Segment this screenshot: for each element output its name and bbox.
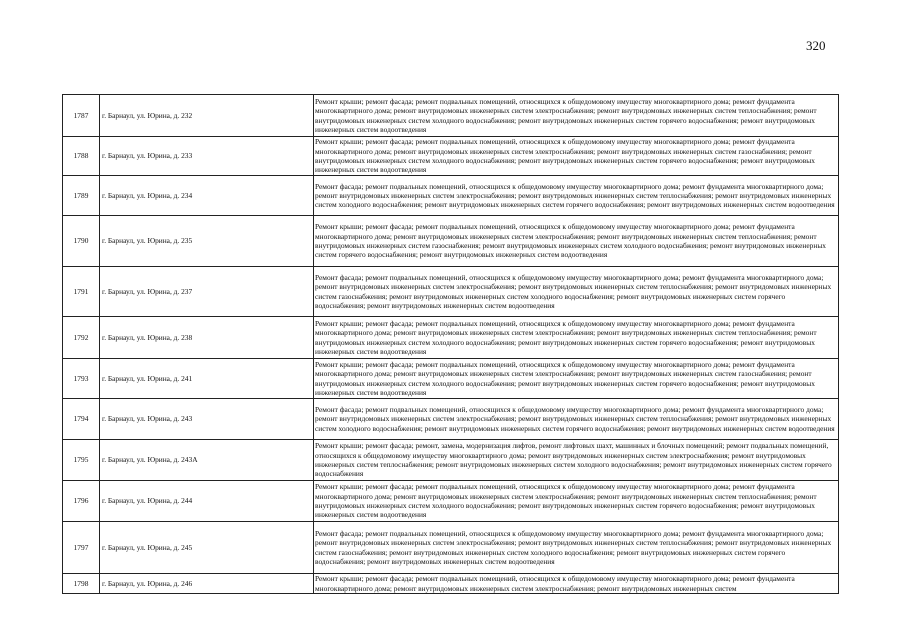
- table-row: [63, 574, 839, 594]
- row-address: г. Барнаул, ул. Юрина, д. 237: [100, 267, 314, 317]
- row-number: 1792: [63, 317, 100, 359]
- row-works: Ремонт крыши; ремонт фасада; ремонт подвальных помещений, относящихся к общедомовому имуществу многоквартирного дома; ремонт фундамента многоквартирного дома; ремонт внутридомовых инженерных систем электроснабжения; ремонт внутридомовых инженерных систем газоснабжения; ремонт внутридомовых инженерных систем холодного водоснабжения; ремонт внутридомовых инженерных систем горячего водоснабжения; ремонт внутридомовых инженерных систем водоотведения: [314, 359, 839, 399]
- row-address: г. Барнаул, ул. Юрина, д. 238: [100, 317, 314, 359]
- row-address: г. Барнаул, ул. Юрина, д. 243: [100, 399, 314, 440]
- table-row: [63, 267, 839, 317]
- row-number: 1793: [63, 359, 100, 399]
- row-address: г. Барнаул, ул. Юрина, д. 234: [100, 176, 314, 216]
- table-row: [63, 216, 839, 267]
- table-row: [63, 399, 839, 440]
- row-number: 1797: [63, 522, 100, 574]
- row-number: 1794: [63, 399, 100, 440]
- row-works: Ремонт фасада; ремонт подвальных помещений, относящихся к общедомовому имуществу многоквартирного дома; ремонт фундамента многоквартирного дома; ремонт внутридомовых инженерных систем электроснабжения; ремонт внутридомовых инженерных систем теплоснабжения; ремонт внутридомовых инженерных систем холодного водоснабжения; ремонт внутридомовых инженерных систем горячего водоснабжения; ремонт внутридомовых инженерных систем водоотведения: [314, 176, 839, 216]
- row-works: Ремонт крыши; ремонт фасада; ремонт подвальных помещений, относящихся к общедомовому имуществу многоквартирного дома; ремонт фундамента многоквартирного дома; ремонт внутридомовых инженерных систем электроснабжения; ремонт внутридомовых инженерных систем теплоснабжения; ремонт внутридомовых инженерных систем холодного водоснабжения; ремонт внутридомовых инженерных систем горячего водоснабжения; ремонт внутридомовых инженерных систем водоотведения: [314, 481, 839, 522]
- row-address: г. Барнаул, ул. Юрина, д. 245: [100, 522, 314, 574]
- row-works: Ремонт крыши; ремонт фасада; ремонт подвальных помещений, относящихся к общедомовому имуществу многоквартирного дома; ремонт фундамента многоквартирного дома; ремонт внутридомовых инженерных систем электроснабжения; ремонт внутридомовых инженерных систем: [314, 574, 839, 594]
- row-number: 1796: [63, 481, 100, 522]
- row-number: 1791: [63, 267, 100, 317]
- table-row: [63, 95, 839, 137]
- row-address: г. Барнаул, ул. Юрина, д. 232: [100, 95, 314, 137]
- row-address: г. Барнаул, ул. Юрина, д. 241: [100, 359, 314, 399]
- row-number: 1798: [63, 574, 100, 594]
- row-address: г. Барнаул, ул. Юрина, д. 244: [100, 481, 314, 522]
- row-works: Ремонт крыши; ремонт фасада; ремонт подвальных помещений, относящихся к общедомовому имуществу многоквартирного дома; ремонт фундамента многоквартирного дома; ремонт внутридомовых инженерных систем электроснабжения; ремонт внутридомовых инженерных систем теплоснабжения; ремонт внутридомовых инженерных систем холодного водоснабжения; ремонт внутридомовых инженерных систем горячего водоснабжения; ремонт внутридомовых инженерных систем водоотведения: [314, 95, 839, 137]
- row-number: 1795: [63, 440, 100, 481]
- row-works: Ремонт крыши; ремонт фасада; ремонт подвальных помещений, относящихся к общедомовому имуществу многоквартирного дома; ремонт фундамента многоквартирного дома; ремонт внутридомовых инженерных систем электроснабжения; ремонт внутридомовых инженерных систем газоснабжения; ремонт внутридомовых инженерных систем холодного водоснабжения; ремонт внутридомовых инженерных систем горячего водоснабжения; ремонт внутридомовых инженерных систем водоотведения: [314, 137, 839, 176]
- row-works: Ремонт фасада; ремонт подвальных помещений, относящихся к общедомовому имуществу многоквартирного дома; ремонт фундамента многоквартирного дома; ремонт внутридомовых инженерных систем электроснабжения; ремонт внутридомовых инженерных систем теплоснабжения; ремонт внутридомовых инженерных систем газоснабжения; ремонт внутридомовых инженерных систем холодного водоснабжения; ремонт внутридомовых инженерных систем горячего водоснабжения; ремонт внутридомовых инженерных систем водоотведения: [314, 522, 839, 574]
- row-address: г. Барнаул, ул. Юрина, д. 235: [100, 216, 314, 267]
- row-number: 1788: [63, 137, 100, 176]
- table-row: [63, 440, 839, 481]
- row-works: Ремонт крыши; ремонт фасада; ремонт подвальных помещений, относящихся к общедомовому имуществу многоквартирного дома; ремонт фундамента многоквартирного дома; ремонт внутридомовых инженерных систем электроснабжения; ремонт внутридомовых инженерных систем теплоснабжения; ремонт внутридомовых инженерных систем холодного водоснабжения; ремонт внутридомовых инженерных систем горячего водоснабжения; ремонт внутридомовых инженерных систем водоотведения: [314, 317, 839, 359]
- table-row: [63, 359, 839, 399]
- row-works: Ремонт крыши; ремонт фасада; ремонт подвальных помещений, относящихся к общедомовому имуществу многоквартирного дома; ремонт фундамента многоквартирного дома; ремонт внутридомовых инженерных систем электроснабжения; ремонт внутридомовых инженерных систем теплоснабжения; ремонт внутридомовых инженерных систем газоснабжения; ремонт внутридомовых инженерных систем холодного водоснабжения; ремонт внутридомовых инженерных систем горячего водоснабжения; ремонт внутридомовых инженерных систем водоотведения: [314, 216, 839, 267]
- row-address: г. Барнаул, ул. Юрина, д. 246: [100, 574, 314, 594]
- row-number: 1789: [63, 176, 100, 216]
- table-row: [63, 522, 839, 574]
- table-row: [63, 176, 839, 216]
- row-works: Ремонт крыши; ремонт фасада; ремонт, замена, модернизация лифтов, ремонт лифтовых шахт, машинных и блочных помещений; ремонт подвальных помещений, относящихся к общедомовому имуществу многоквартирного дома; ремонт внутридомовых инженерных систем электроснабжения; ремонт внутридомовых инженерных систем теплоснабжения; ремонт внутридомовых инженерных систем холодного водоснабжения; ремонт внутридомовых инженерных систем горячего водоснабжения: [314, 440, 839, 481]
- table-row: [63, 317, 839, 359]
- row-address: г. Барнаул, ул. Юрина, д. 243А: [100, 440, 314, 481]
- row-works: Ремонт фасада; ремонт подвальных помещений, относящихся к общедомовому имуществу многоквартирного дома; ремонт фундамента многоквартирного дома; ремонт внутридомовых инженерных систем электроснабжения; ремонт внутридомовых инженерных систем теплоснабжения; ремонт внутридомовых инженерных систем газоснабжения; ремонт внутридомовых инженерных систем холодного водоснабжения; ремонт внутридомовых инженерных систем горячего водоснабжения; ремонт внутридомовых инженерных систем водоотведения: [314, 267, 839, 317]
- row-works: Ремонт фасада; ремонт подвальных помещений, относящихся к общедомовому имуществу многоквартирного дома; ремонт фундамента многоквартирного дома; ремонт внутридомовых инженерных систем электроснабжения; ремонт внутридомовых инженерных систем теплоснабжения; ремонт внутридомовых инженерных систем холодного водоснабжения; ремонт внутридомовых инженерных систем горячего водоснабжения; ремонт внутридомовых инженерных систем водоотведения: [314, 399, 839, 440]
- row-address: г. Барнаул, ул. Юрина, д. 233: [100, 137, 314, 176]
- row-number: 1787: [63, 95, 100, 137]
- page-number: 320: [806, 38, 826, 53]
- housing-repair-table: [62, 94, 839, 594]
- table-row: [63, 481, 839, 522]
- table-row: [63, 137, 839, 176]
- row-number: 1790: [63, 216, 100, 267]
